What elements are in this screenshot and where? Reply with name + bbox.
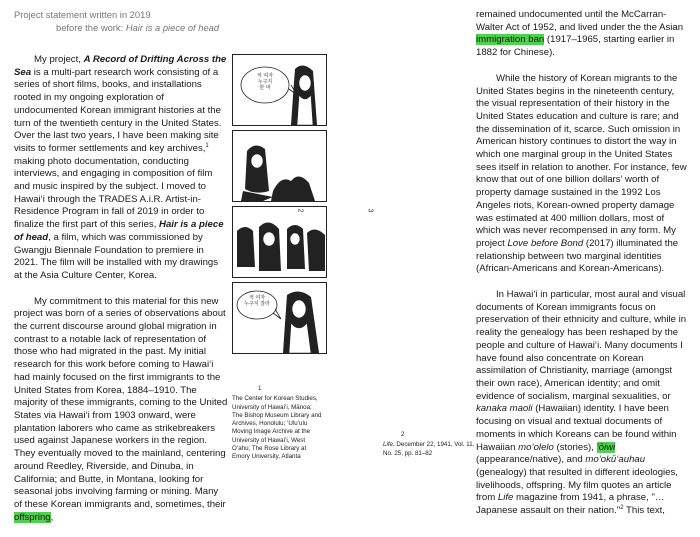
page-number-left: 2 [296,208,304,213]
header-work-title: Hair is a piece of head [125,21,220,33]
comic-drawing-3 [233,207,327,278]
footnote-ref-2[interactable]: 2 [620,504,624,511]
project-title: A Record of Drifting Across the Sea [14,54,227,78]
comic-panel-1 [232,54,327,126]
right-text-column [476,9,690,531]
highlight-offspring[interactable]: offspring [14,511,51,523]
footnote-1-text: The Center for Korean Studies, University of Hawaiʻi, Mānoa; The Bishop Museum Library and Archives, Honolulu; ʻUluʻulu Moving Image Archive at the University of Hawaiʻi, West Oʻahu; The Rose Library at Emory University, Atlanta [232,395,322,461]
page-number-right: 3 [366,208,374,213]
comic-drawing-2 [233,131,327,202]
speech-bubble-4: 저 여자 누구지 잘라 [244,295,270,307]
footnote-1 [232,385,324,462]
film-title: Hair is a piece of head [14,219,224,243]
footnote-ref-1[interactable]: 1 [205,142,209,149]
left-paragraph-1: My project, A Record of Drifting Across the Sea is a multi-part research work consisting of a series of short films, books, and installations rooted in my ongoing exploration of undocumented Korean immigrant histories at the turn of the twentieth century in the United States. Over the last two years, I have been making site visits to former settlements and key archives,$^1$ making photo documentation, conducting interviews, and engaging in composition of film and music inspired by the subject. I moved to Hawaiʻi through the TRADES A.i.R. Artist-in-Residence Program in fall of 2019 in order to finalize the first part of this series, Hair is a piece of head, a film, which was commissioned by Gwangju Biennale Foundation to premiere in 2021. The film will be installed with my drawings at the Asia Culture Center, Korea. [14,54,227,281]
comic-panel-3 [232,206,327,278]
highlight-oiwi[interactable]: ʻōiwi [596,441,616,453]
left-paragraph-2: My commitment to this material for this new project was born of a series of observations about the current discourse around global migration in contrast to a notable lack of representation of those who had migrated in the past. My initial research for this work before coming to Hawaiʻi had mainly focused on the first immigrants to the United States from Korea, 1884–1910. The majority of these immigrants, coming to the United States via Hawaiʻi from 1903 onward, were plantation laborers who came as strikebreakers used against Japanese workers in the region. They eventually moved to the mainland, centering around Reedley, Riverside, and Dinuba, in California; and Butte, in Montana, looking for seasonal jobs involving farming or mining. Many of these Korean immigrants and, sometimes, their offspring, [14,295,228,523]
comic-panel-2 [232,130,327,202]
right-paragraph-3: In Hawaiʻi in particular, most aural and visual documents of Korean immigrants focus on preservation of their ethnicity and culture, while in reality the genealogy has been reshaped by the people and culture of Hawaiʻi. Many documents I have found also concentrate on Korean assimilation of Christianity, marriage (amongst their own race), American identity; and omit evidence of socialism, marginal sexualities, or kanaka maoli (Hawaiian) identity. I have been focusing on visual and textual documents of moments in which Koreans can be found within Hawaiian moʻolelo (stories), ʻōiwi (appearance/native), and moʻokūʻauhau (genealogy) that resulted in different ideologies, livelihoods, offspring. My film quotes an article from Life magazine from 1941, a phrase, "… Japanese assault on their nation."$^2$ This text, [476,289,687,517]
header-line-2: before the work: Hair is a piece of head [56,21,220,33]
footnote-1-number: 1 [258,385,262,392]
comic-strip [232,54,327,358]
right-paragraph-1: remained undocumented until the McCarran-Walter Act of 1952, and lived under the the Asian immigration ban (1917–1965, starting earlier in 1882 for Chinese). [476,9,684,59]
footnote-2-text: , December 22, 1941, Vol. 11, No. 25, pp. 81–82 [383,441,475,457]
footnote-2 [383,431,475,458]
highlight-immigration-ban[interactable]: immigration ban [476,34,545,46]
comic-panel-4 [232,282,327,354]
left-text-column [14,54,228,537]
comic-drawing-4 [233,283,327,354]
speech-bubble-1: 저 여자 누구지 한 머 [256,73,274,91]
page-header [14,9,219,34]
love-before-bond-title: Love before Bond [507,237,584,249]
footnote-2-title: Life [383,441,393,449]
footnote-2-number: 2 [401,431,405,438]
header-line-1: Project statement written in 2019 [14,9,151,20]
right-paragraph-2: While the history of Korean migrants to the United States begins in the nineteenth century, the visual representation of their history in the United States education and culture is rare; and the dissemination of it, scarce. Such omission in American history continues to distort the way in which one marginal group in the United States sees itself in relation to another. For instance, few know that out of one billion dollars' worth of property damage sustained in the 1992 Los Angeles riots, Korean-owned property damage was estimated at 400 million dollars, most of which was never recompensed in any form. My project Love before Bond (2017) illuminated the relationship between two marginal identities (African-Americans and Korean-Americans). [476,72,687,275]
